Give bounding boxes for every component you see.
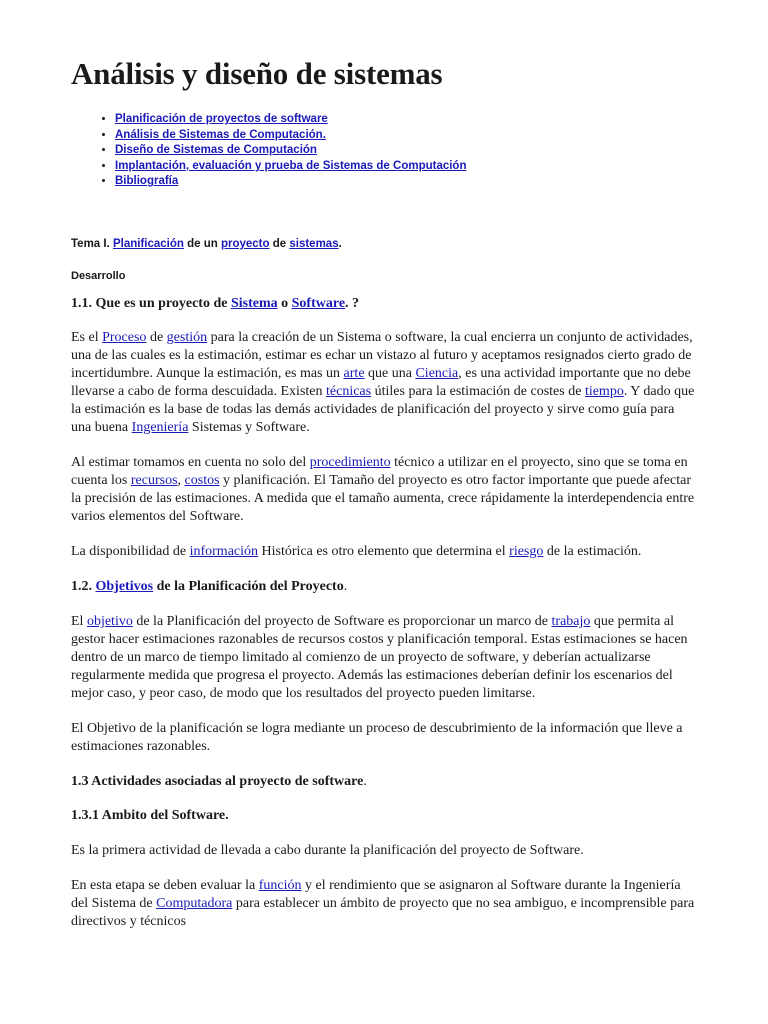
- toc-link-implantacion[interactable]: Implantación, evaluación y prueba de Sistemas de Computación: [115, 159, 467, 172]
- heading-text: .: [363, 773, 367, 789]
- chapter-title: [71, 236, 698, 252]
- paragraph: [71, 613, 698, 703]
- toc-link-bibliografia[interactable]: Bibliografía: [115, 175, 179, 188]
- link-tecnicas[interactable]: técnicas: [326, 383, 372, 399]
- text: . Y dado que la estimación es la base de todas las demás actividades de planificación del proyecto y sirve como guía para una buena: [71, 383, 695, 435]
- paragraph: [71, 543, 698, 561]
- link-sistemas[interactable]: sistemas: [289, 237, 339, 250]
- toc-item: [115, 159, 698, 175]
- toc-item: [115, 112, 698, 128]
- text: , es una actividad importante que no debe llevarse a cabo de forma descuidada. Existen: [71, 365, 691, 399]
- heading-text: 1.2.: [71, 578, 96, 594]
- link-objetivos[interactable]: Objetivos: [95, 578, 154, 594]
- link-gestion[interactable]: gestión: [166, 329, 208, 345]
- text: En esta etapa se deben evaluar la: [71, 877, 259, 893]
- link-computadora[interactable]: Computadora: [156, 895, 233, 911]
- paragraph: El Objetivo de la planificación se logra mediante un proceso de descubrimiento de la información que lleve a estimaciones razonables.: [71, 720, 683, 754]
- chapter-text: de: [269, 237, 290, 250]
- text: de la estimación.: [543, 543, 642, 559]
- text: para establecer un ámbito de proyecto que no sea ambiguo, e incomprensible para directivos y técnicos: [71, 895, 695, 929]
- link-tiempo[interactable]: tiempo: [584, 383, 624, 399]
- table-of-contents: [71, 112, 698, 190]
- link-procedimiento[interactable]: procedimiento: [309, 454, 391, 470]
- text: de: [146, 329, 167, 345]
- paragraph: [71, 877, 698, 931]
- heading-text: 1.3 Actividades asociadas al proyecto de software: [71, 773, 364, 789]
- section-label-desarrollo: Desarrollo: [71, 269, 126, 282]
- text: que una: [364, 365, 416, 381]
- link-proceso[interactable]: Proceso: [102, 329, 147, 345]
- text: y el rendimiento que se asignaron al Software durante la Ingeniería del Sistema de: [71, 877, 681, 911]
- paragraph: Es la primera actividad de llevada a cabo durante la planificación del proyecto de Software.: [71, 842, 584, 858]
- text: que permita al gestor hacer estimaciones razonables de recursos costos y planificación temporal. Estas estimaciones se hacen dentro de un marco de tiempo limitado al comienzo de un proyecto de software, y deberían actualizarse regularmente medida que progresa el proyecto. Además las estimaciones deberían definir los escenarios del mejor caso, y peor caso, de modo que los resultados del proyecto pueden limitarse.: [71, 613, 688, 701]
- chapter-prefix: Tema I.: [71, 237, 113, 250]
- text: técnico a utilizar en el proyecto, sino que se toma en cuenta los: [71, 454, 688, 488]
- text: La disponibilidad de: [71, 543, 190, 559]
- toc-link-analisis[interactable]: Análisis de Sistemas de Computación.: [115, 128, 326, 141]
- link-proyecto[interactable]: proyecto: [220, 237, 270, 250]
- paragraph: [71, 454, 698, 526]
- link-funcion[interactable]: función: [258, 877, 302, 893]
- toc-item: [115, 174, 698, 190]
- text: El: [71, 613, 87, 629]
- toc-link-planificacion[interactable]: Planificación de proyectos de software: [115, 113, 328, 125]
- heading-text: de la Planificación del Proyecto: [153, 578, 344, 594]
- link-planificacion[interactable]: Planificación: [112, 237, 184, 250]
- chapter-text: de un: [183, 237, 221, 250]
- heading-text: . ?: [345, 295, 360, 311]
- link-objetivo[interactable]: objetivo: [86, 613, 133, 629]
- link-costos[interactable]: costos: [184, 472, 220, 488]
- text: y planificación. El Tamaño del proyecto es otro factor importante que puede afectar la precisión de las estimaciones. A medida que el tamaño aumenta, crece rápidamente la interdependencia entre varios elementos del Software.: [71, 472, 695, 524]
- link-software[interactable]: Software: [291, 295, 346, 311]
- heading-1-2: [71, 578, 698, 596]
- text: Histórica es otro elemento que determina el: [258, 543, 510, 559]
- text: Al estimar tomamos en cuenta no solo del: [71, 454, 310, 470]
- link-riesgo[interactable]: riesgo: [509, 543, 544, 559]
- link-arte[interactable]: arte: [343, 365, 365, 381]
- text: de la Planificación del proyecto de Software es proporcionar un marco de: [132, 613, 552, 629]
- link-informacion[interactable]: información: [189, 543, 259, 559]
- heading-text: .: [343, 578, 348, 594]
- toc-item: [115, 143, 698, 159]
- toc-item: [115, 128, 698, 144]
- link-ingenieria[interactable]: Ingeniería: [131, 419, 189, 435]
- link-recursos[interactable]: recursos: [130, 472, 178, 488]
- text: para la creación de un Sistema o software, la cual encierra un conjunto de actividades, una de las cuales es la estimación, estimar es echar un vistazo al futuro y aceptamos resignados cierto grado de incertidumbre. Aunque la estimación, es mas un: [71, 329, 693, 381]
- toc-link-diseno[interactable]: Diseño de Sistemas de Computación: [115, 144, 317, 157]
- text: Es el: [71, 329, 103, 345]
- heading-1-3-1: 1.3.1 Ambito del Software.: [71, 807, 229, 823]
- heading-1-3: [71, 773, 698, 791]
- paragraph: [71, 329, 698, 437]
- link-trabajo[interactable]: trabajo: [551, 613, 591, 629]
- link-sistema[interactable]: Sistema: [230, 295, 278, 311]
- text: útiles para la estimación de costes de: [371, 383, 585, 399]
- heading-1-1: [71, 295, 698, 313]
- text: ,: [177, 472, 185, 488]
- heading-text: o: [277, 295, 292, 311]
- page-title: Análisis y diseño de sistemas: [71, 56, 443, 91]
- chapter-text: .: [338, 237, 342, 250]
- heading-text: 1.1. Que es un proyecto de: [71, 295, 231, 311]
- link-ciencia[interactable]: Ciencia: [415, 365, 459, 381]
- text: Sistemas y Software.: [188, 419, 310, 435]
